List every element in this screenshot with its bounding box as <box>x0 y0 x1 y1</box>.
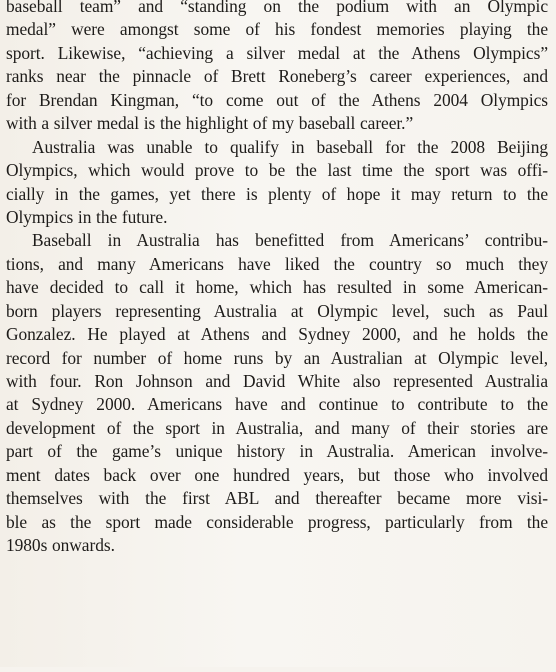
text-line: part of the game’s unique history in Australia. American involve- <box>6 441 548 462</box>
text-line: cially in the games, yet there is plenty of hope it may return to the <box>6 183 548 204</box>
text-line: at Sydney 2000. Americans have and continue to contribute to the <box>6 394 548 415</box>
text-line: development of the sport in Australia, and many of their stories are <box>6 417 548 438</box>
paragraph-1 <box>6 0 548 136</box>
text-line: Australia was unable to qualify in baseball for the 2008 Beijing <box>32 136 548 157</box>
text-line: themselves with the first ABL and thereafter became more visi- <box>6 488 548 509</box>
text-line: ble as the sport made considerable progress, particularly from the <box>6 511 548 532</box>
text-line: Olympics in the future. <box>6 206 168 227</box>
paragraph-2 <box>6 136 548 230</box>
text-line: born players representing Australia at Olympic level, such as Paul <box>6 300 548 321</box>
text-line: medal” were amongst some of his fondest memories playing the <box>6 19 548 40</box>
text-line: 1980s onwards. <box>6 535 115 556</box>
paragraph-3 <box>6 229 548 557</box>
text-line: Gonzalez. He played at Athens and Sydney 2000, and he holds the <box>6 324 548 345</box>
body-text <box>6 0 548 558</box>
text-line: Baseball in Australia has benefitted from Americans’ contribu- <box>32 230 548 251</box>
text-line: with four. Ron Johnson and David White also represented Australia <box>6 371 548 391</box>
text-line: baseball team” and “standing on the podium with an Olympic <box>6 0 548 16</box>
text-line: for Brendan Kingman, “to come out of the Athens 2004 Olympics <box>6 89 548 110</box>
text-line: have decided to call it home, which has resulted in some American- <box>6 277 548 298</box>
text-line: tions, and many Americans have liked the country so much they <box>6 253 548 274</box>
text-line: Olympics, which would prove to be the last time the sport was offi- <box>6 160 548 181</box>
text-line: ranks near the pinnacle of Brett Roneberg’s career experiences, and <box>6 66 548 87</box>
text-line: with a silver medal is the highlight of my baseball career.” <box>6 113 414 134</box>
text-line: ment dates back over one hundred years, but those who involved <box>6 464 548 485</box>
text-line: record for number of home runs by an Australian at Olympic level, <box>6 347 548 368</box>
text-line: sport. Likewise, “achieving a silver medal at the Athens Olympics” <box>6 42 548 63</box>
